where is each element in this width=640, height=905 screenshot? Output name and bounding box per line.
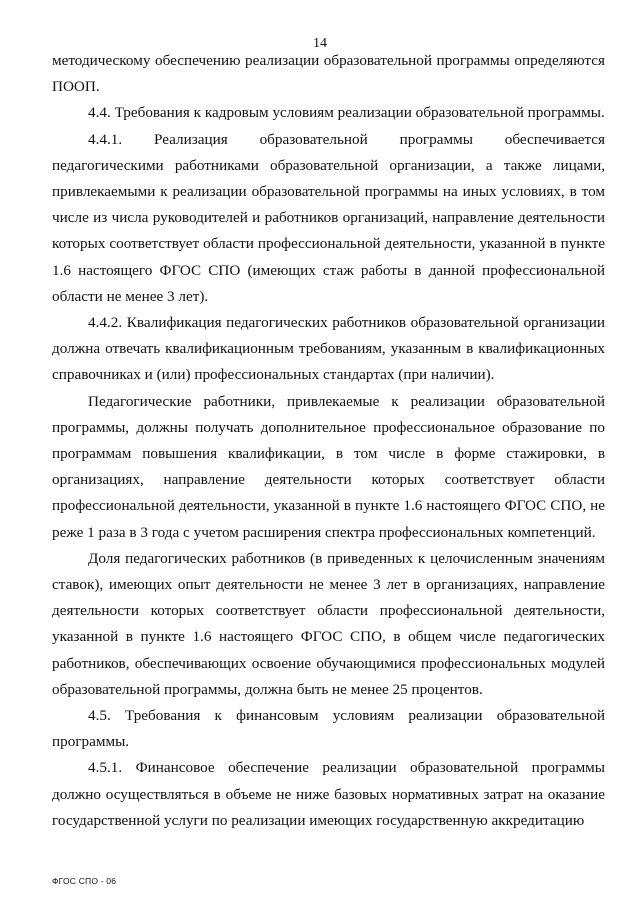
paragraph-4-4-1: 4.4.1. Реализация образовательной программы обеспечивается педагогическими работниками образовательной организации, а также лицами, привлекаемыми к реализации образовательной программы на иных условиях, в том числе из числа руководителей и работников организаций, направление деятельности которых соответствует области профессиональной деятельности, указанной в пункте 1.6 настоящего ФГОС СПО (имеющих стаж работы в данной профессиональной области не менее 3 лет). xyxy=(52,130,605,305)
page-number: 14 xyxy=(313,36,327,51)
section-heading-4-4: 4.4. Требования к кадровым условиям реализации образовательной программы. xyxy=(88,104,605,122)
paragraph-4-4-2: 4.4.2. Квалификация педагогических работников образовательной организации должна отвечать квалификационным требованиям, указанным в квалификационных справочниках и (или) профессиональных стандартах (при наличии). xyxy=(52,314,605,384)
paragraph-pedagogical-workers: Педагогические работники, привлекаемые к реализации образовательной программы, должны получать дополнительное профессиональное образование по программам повышения квалификации, в том числе в форме стажировки, в организациях, направление деятельности которых соответствует области профессиональной деятельности, указанной в пункте 1.6 настоящего ФГОС СПО, не реже 1 раза в 3 года с учетом расширения спектра профессиональных компетенций. xyxy=(52,392,605,541)
section-heading-4-5: 4.5. Требования к финансовым условиям реализации образовательной программы. xyxy=(52,707,605,751)
footer-label: ФГОС СПО - 06 xyxy=(52,876,117,886)
document-body xyxy=(52,48,605,834)
paragraph-4-5-1: 4.5.1. Финансовое обеспечение реализации образовательной программы должно осуществляться в объеме не ниже базовых нормативных затрат на оказание государственной услуги по реализации имеющих государственную аккредитацию xyxy=(52,759,605,829)
paragraph-continuation: методическому обеспечению реализации образовательной программы определяются ПООП. xyxy=(52,52,605,96)
paragraph-share-of-workers: Доля педагогических работников (в приведенных к целочисленным значениям ставок), имеющих опыт деятельности не менее 3 лет в организациях, направление деятельности которых соответствует области профессиональной деятельности, указанной в пункте 1.6 настоящего ФГОС СПО, в общем числе педагогических работников, обеспечивающих освоение обучающимися профессиональных модулей образовательной программы, должна быть не менее 25 процентов. xyxy=(52,549,605,698)
